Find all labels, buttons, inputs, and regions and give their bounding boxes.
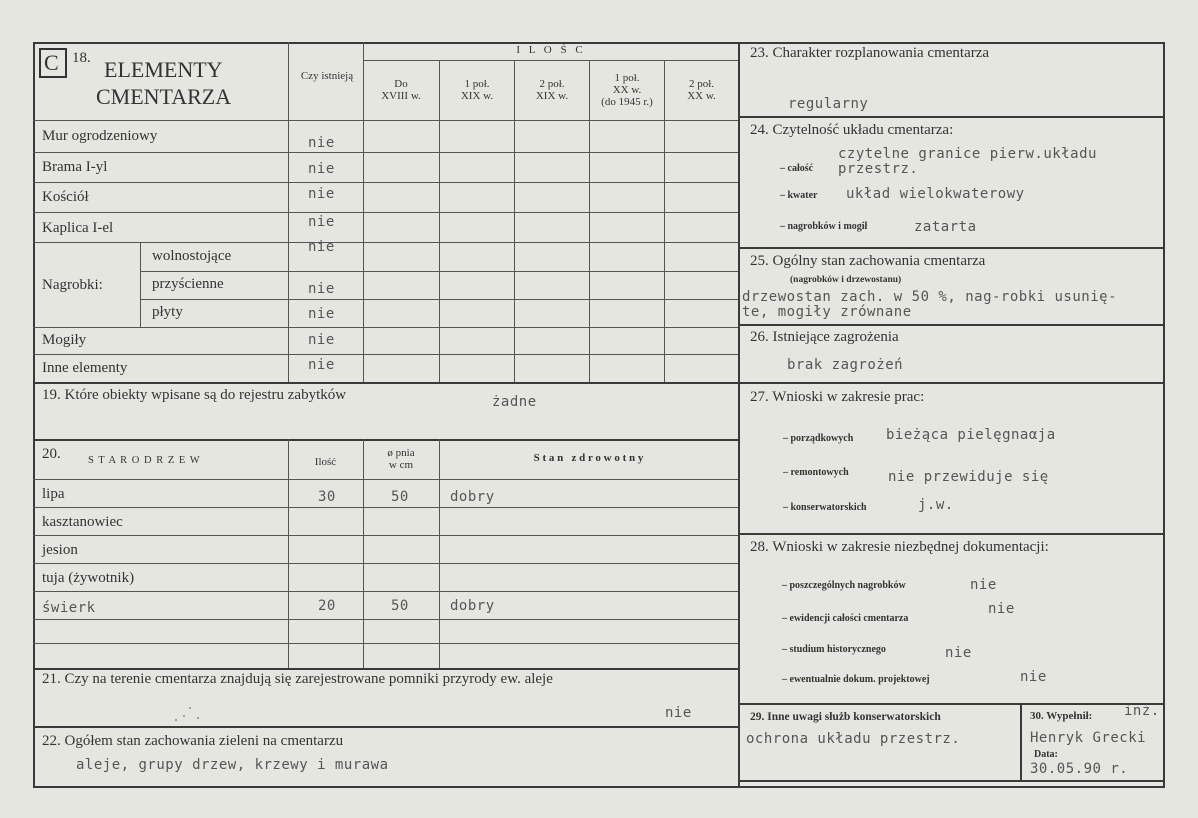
s21-value: nie <box>665 705 692 721</box>
row-value-wolnostojace: nie <box>308 239 335 255</box>
row-value-inne: nie <box>308 357 335 373</box>
s30-name-value: Henryk Grecki <box>1030 730 1147 746</box>
s25-label: 25. Ogólny stan zachowania cmentarza <box>750 253 986 269</box>
row-label-mur: Mur ogrodzeniowy <box>42 128 158 144</box>
row-value-mogily: nie <box>308 332 335 348</box>
tree-name: tuja (żywotnik) <box>42 570 135 586</box>
section-divider <box>738 382 1165 384</box>
row-value-przyscienne: nie <box>308 281 335 297</box>
grid-line <box>33 563 738 564</box>
period-header: 2 poł. XX w. <box>687 78 716 102</box>
grid-line <box>33 591 738 592</box>
tree-name: kasztanowiec <box>42 514 123 530</box>
grid-line <box>363 60 738 61</box>
tree-pien: 50 <box>391 598 409 614</box>
tree-stan: dobry <box>450 489 495 505</box>
grid-line <box>363 439 364 668</box>
row-value-plyty: nie <box>308 306 335 322</box>
period-header: 2 poł. XIX w. <box>535 78 569 102</box>
tree-pien: 50 <box>391 489 409 505</box>
s18-title-line2: CMENTARZA <box>96 84 232 109</box>
grid-line <box>288 439 289 668</box>
s25-sublabel: (nagrobków i drzewostanu) <box>790 275 902 285</box>
grid-line <box>439 439 440 668</box>
s23-label: 23. Charakter rozplanowania cmentarza <box>750 45 990 61</box>
grid-line <box>33 643 738 644</box>
s20-number: 20. <box>42 446 61 462</box>
period-header: Do XVIII w. <box>381 78 421 102</box>
section-divider <box>33 726 738 728</box>
s23-value: regularny <box>788 96 869 112</box>
s27-kons-value: j.w. <box>918 497 954 513</box>
grid-line <box>140 271 738 272</box>
grid-line <box>1020 703 1022 781</box>
tree-ilosc: 20 <box>318 598 336 614</box>
row-label-nagrobki: Nagrobki: <box>42 277 103 293</box>
row-label-kaplica: Kaplica I-el <box>42 220 114 236</box>
row-label-inne: Inne elementy <box>42 360 128 376</box>
grid-line <box>33 327 738 328</box>
s26-value: brak zagrożeń <box>787 357 904 373</box>
s28-b-label: – ewidencji całości cmentarza <box>782 613 909 624</box>
s18-title-line1: ELEMENTY <box>104 57 223 82</box>
s28-d-value: nie <box>1020 669 1047 685</box>
section-divider <box>738 324 1165 326</box>
grid-line <box>33 619 738 620</box>
s24-nagrobkow-value: zatarta <box>914 219 977 235</box>
s22-label: 22. Ogółem stan zachowania zieleni na cmentarzu <box>42 733 344 749</box>
s28-c-value: nie <box>945 645 972 661</box>
s25-value-1: drzewostan zach. w 50 %, nag-robki usunię- <box>742 289 1118 305</box>
period-header: 1 poł. XX w. (do 1945 r.) <box>601 72 653 108</box>
grid-line <box>439 60 440 382</box>
tree-name: lipa <box>42 486 65 502</box>
grid-line <box>33 120 738 121</box>
tree-name: świerk <box>42 600 96 616</box>
grid-line <box>33 152 738 153</box>
s26-label: 26. Istniejące zagrożenia <box>750 329 899 345</box>
tree-ilosc: 30 <box>318 489 336 505</box>
s19-label: 19. Które obiekty wpisane są do rejestru zabytków <box>42 387 347 403</box>
tree-stan: dobry <box>450 598 495 614</box>
period-header: 1 poł. XIX w. <box>460 78 494 102</box>
s20-header-pien: ø pnia w cm <box>387 447 415 471</box>
s27-porz-label: – porządkowych <box>783 433 854 444</box>
s20-header-stan: S t a n z d r o w o t n y <box>533 452 644 464</box>
s24-nagrobkow-label: – nagrobków i mogił <box>780 221 868 232</box>
tree-name: jesion <box>42 542 78 558</box>
s20-title: S T A R O D R Z E W <box>88 455 201 466</box>
section-divider <box>738 780 1165 782</box>
header-czy-istnieja: Czy istnieją <box>300 70 354 82</box>
s27-kons-label: – konserwatorskich <box>783 502 867 513</box>
grid-line <box>664 60 665 382</box>
grid-line <box>33 479 738 480</box>
section-divider <box>738 247 1165 249</box>
grid-line <box>33 354 738 355</box>
grid-line <box>589 60 590 382</box>
section-divider <box>738 116 1165 118</box>
s29-value: ochrona układu przestrz. <box>746 731 961 747</box>
section-letter: C <box>44 50 59 75</box>
grid-line <box>33 212 738 213</box>
center-divider <box>738 42 740 788</box>
s24-calosc-value-2: przestrz. <box>838 161 919 177</box>
section-divider <box>738 533 1165 535</box>
row-label-brama: Brama I-yl <box>42 159 108 175</box>
s24-kwater-label: – kwater <box>780 190 818 201</box>
s30-date-value: 30.05.90 r. <box>1030 761 1129 777</box>
s24-kwater-value: układ wielokwaterowy <box>846 186 1025 202</box>
s27-porz-value: bieżąca pielęgnaαja <box>886 427 1056 443</box>
s22-value: aleje, grupy drzew, krzewy i murawa <box>76 757 389 773</box>
s30-date-label: Data: <box>1034 749 1058 760</box>
s27-rem-label: – remontowych <box>783 467 849 478</box>
row-value-mur: nie <box>308 135 335 151</box>
s28-a-label: – poszczególnych nagrobków <box>782 580 906 591</box>
row-label-wolnostojace: wolnostojące <box>152 248 232 264</box>
grid-line <box>33 182 738 183</box>
row-label-plyty: płyty <box>152 304 183 320</box>
s27-rem-value: nie przewiduje się <box>888 469 1049 485</box>
grid-line <box>33 242 738 243</box>
s29-label: 29. Inne uwagi służb konserwatorskich <box>750 711 941 723</box>
grid-line <box>33 535 738 536</box>
grid-line <box>140 299 738 300</box>
row-value-kaplica: nie <box>308 214 335 230</box>
pencil-mark-icon <box>170 700 210 724</box>
grid-line <box>140 243 141 327</box>
s25-value-2: te, mogiły zrównane <box>742 304 912 320</box>
s18-number: 18. <box>72 50 91 66</box>
s28-a-value: nie <box>970 577 997 593</box>
section-divider <box>738 703 1165 705</box>
s27-label: 27. Wnioski w zakresie prac: <box>750 389 925 405</box>
section-divider <box>33 439 738 441</box>
row-label-mogily: Mogiły <box>42 332 87 348</box>
grid-line <box>33 507 738 508</box>
s28-label: 28. Wnioski w zakresie niezbędnej dokumentacji: <box>750 539 1049 555</box>
s24-calosc-label: – całość <box>780 163 814 174</box>
header-ilosc: I L O Ś C <box>516 44 586 56</box>
s28-d-label: – ewentualnie dokum. projektowej <box>782 674 930 685</box>
s28-c-label: – studium historycznego <box>782 644 886 655</box>
s24-label: 24. Czytelność układu cmentarza: <box>750 122 954 138</box>
s28-b-value: nie <box>988 601 1015 617</box>
section-divider <box>33 382 738 384</box>
s24-calosc-value-1: czytelne granice pierw.układu <box>838 146 1097 162</box>
s30-label: 30. Wypełnił: <box>1030 710 1093 722</box>
s20-header-ilosc: Ilość <box>314 456 337 468</box>
grid-line <box>514 60 515 382</box>
row-value-brama: nie <box>308 161 335 177</box>
row-label-przyscienne: przyścienne <box>152 276 224 292</box>
s30-title-value: inż. <box>1124 703 1160 719</box>
row-label-kosciol: Kościół <box>42 189 89 205</box>
s19-value: żadne <box>492 394 537 410</box>
section-divider <box>33 668 738 670</box>
row-value-kosciol: nie <box>308 186 335 202</box>
s21-label: 21. Czy na terenie cmentarza znajdują się zarejestrowane pomniki przyrody ew. aleje <box>42 671 553 687</box>
